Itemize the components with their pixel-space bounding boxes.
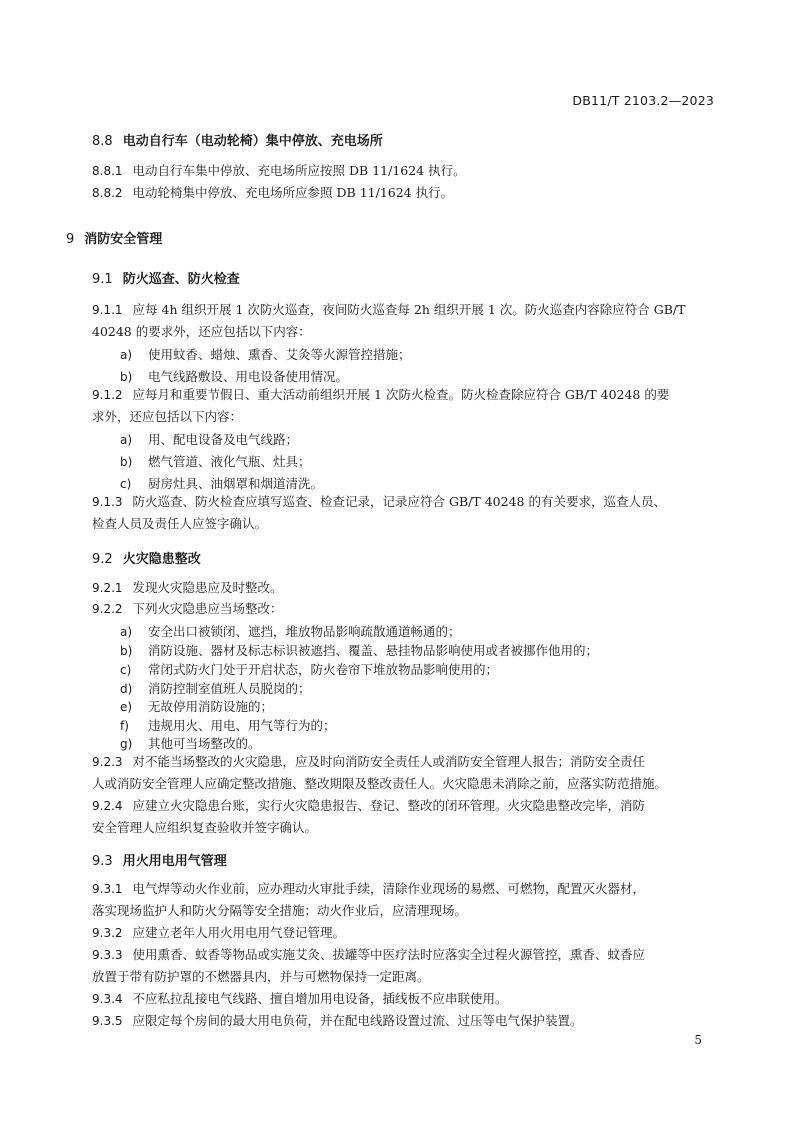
list-marker: e)	[120, 700, 133, 714]
clause-line	[92, 878, 722, 900]
clause-number: 9.2.1	[92, 581, 123, 595]
list-marker: f)	[120, 719, 129, 733]
clause-number: 9.3.3	[92, 948, 123, 962]
clause-line	[92, 751, 722, 773]
clause-text: 发现火灾隐患应及时整改。	[132, 580, 283, 595]
clause-8-8-1	[92, 160, 722, 182]
list-marker: a)	[120, 433, 133, 447]
clause-9-3-2	[92, 922, 722, 944]
clause-9-2-1	[92, 577, 722, 599]
list-item	[120, 734, 261, 752]
list-item	[120, 641, 598, 659]
clause-text: 应每月和重要节假日、重大活动前组织开展 1 次防火检查。防火检查除应符合 GB/T 40248 的要	[132, 387, 670, 402]
list-text: 厨房灶具、油烟罩和烟道清洗。	[148, 476, 324, 491]
heading-number: 9.2	[92, 552, 113, 567]
list-text: 用、配电设备及电气线路；	[148, 432, 299, 447]
heading-number: 9	[66, 232, 75, 247]
clause-8-8-2	[92, 182, 722, 204]
heading-9-3	[92, 850, 227, 869]
clause-9-3-3	[92, 944, 722, 988]
clause-9-3-1	[92, 878, 722, 922]
clause-line: 放置于带有防护罩的不燃器具内，并与可燃物保持一定距离。	[92, 969, 430, 984]
clause-line	[92, 795, 722, 817]
clause-text: 电动自行车集中停放、充电场所应按照 DB 11/1624 执行。	[132, 163, 466, 178]
heading-number: 9.3	[92, 854, 113, 869]
clause-text: 使用熏香、蚊香等物品或实施艾灸、拔罐等中医疗法时应落实全过程火源管控，熏香、蚊香应	[132, 947, 646, 962]
clause-number: 9.1.3	[92, 495, 123, 509]
list-item	[120, 622, 461, 640]
clause-number: 9.3.2	[92, 926, 123, 940]
list-marker: g)	[120, 737, 133, 751]
list-item	[120, 697, 273, 715]
list-item	[120, 452, 311, 470]
list-text: 无故停用消防设施的；	[148, 699, 274, 714]
list-item	[120, 716, 336, 734]
list-item	[120, 660, 498, 678]
clause-9-3-4	[92, 988, 722, 1010]
list-marker: c)	[120, 477, 132, 491]
clause-text: 防火巡查、防火检查应填写巡查、检查记录，记录应符合 GB/T 40248 的有关要求，巡查人员、	[132, 494, 666, 509]
clause-number: 8.8.1	[92, 164, 123, 178]
heading-8-8	[92, 130, 383, 149]
clause-number: 9.3.5	[92, 1014, 123, 1028]
clause-line: 落实现场监护人和防火分隔等安全措施；动火作业后，应清理现场。	[92, 903, 468, 918]
clause-9-2-4	[92, 795, 722, 839]
list-text: 燃气管道、液化气瓶、灶具；	[148, 454, 311, 469]
clause-number: 9.3.4	[92, 992, 123, 1006]
list-text: 违规用火、用电、用气等行为的；	[148, 718, 336, 733]
clause-text: 应建立火灾隐患台账，实行火灾隐患报告、登记、整改的闭环管理。火灾隐患整改完毕，消防	[132, 798, 646, 813]
page-number: 5	[694, 1033, 702, 1047]
list-item	[120, 345, 411, 363]
clause-text: 应限定每个房间的最大用电负荷，并在配电线路设置过流、过压等电气保护装置。	[132, 1013, 583, 1028]
list-item	[120, 367, 348, 385]
heading-title: 火灾隐患整改	[122, 552, 201, 567]
list-text: 其他可当场整改的。	[148, 736, 261, 751]
list-text: 常闭式防火门处于开启状态，防火卷帘下堆放物品影响使用的；	[148, 662, 499, 677]
list-marker: a)	[120, 348, 133, 362]
clause-text: 电气焊等动火作业前，应办理动火审批手续，清除作业现场的易燃、可燃物，配置灭火器材，	[132, 881, 646, 896]
list-marker: c)	[120, 663, 132, 677]
clause-line: 安全管理人应组织复查验收并签字确认。	[92, 820, 318, 835]
clause-text: 对不能当场整改的火灾隐患，应及时向消防安全责任人或消防安全管理人报告；消防安全责任	[132, 754, 646, 769]
clause-line: 求外，还应包括以下内容：	[92, 409, 243, 424]
list-text: 消防设施、器材及标志标识被遮挡、覆盖、悬挂物品影响使用或者被挪作他用的；	[148, 643, 599, 658]
heading-number: 8.8	[92, 134, 113, 149]
heading-title: 电动自行车（电动轮椅）集中停放、充电场所	[122, 134, 383, 149]
clause-number: 9.1.1	[92, 303, 123, 317]
clause-line: 检查人员及责任人应签字确认。	[92, 516, 268, 531]
clause-text: 不应私拉乱接电气线路、擅自增加用电设备，插线板不应串联使用。	[132, 991, 508, 1006]
clause-text: 应每 4h 组织开展 1 次防火巡查，夜间防火巡查每 2h 组织开展 1 次。防火巡查内容除应符合 GB/T	[132, 302, 686, 317]
clause-line: 人或消防安全管理人应确定整改措施、整改期限及整改责任人。火灾隐患未消除之前，应落实防范措施。	[92, 776, 668, 791]
list-text: 消防控制室值班人员脱岗的；	[148, 681, 311, 696]
clause-line: 40248 的要求外，还应包括以下内容：	[92, 324, 311, 339]
list-marker: d)	[120, 682, 133, 696]
clause-text: 下列火灾隐患应当场整改：	[132, 601, 283, 616]
heading-title: 消防安全管理	[84, 232, 163, 247]
list-item	[120, 679, 311, 697]
heading-number: 9.1	[92, 272, 113, 287]
heading-9-1	[92, 268, 240, 287]
clause-9-1-1	[92, 299, 722, 343]
heading-9	[66, 228, 162, 247]
clause-number: 8.8.2	[92, 186, 123, 200]
clause-9-3-5	[92, 1010, 722, 1032]
heading-title: 用火用电用气管理	[122, 854, 227, 869]
clause-9-2-3	[92, 751, 722, 795]
clause-line	[92, 384, 722, 406]
clause-9-1-3	[92, 491, 722, 535]
clause-9-1-2	[92, 384, 722, 428]
clause-line	[92, 491, 722, 513]
list-marker: b)	[120, 455, 133, 469]
clause-number: 9.3.1	[92, 882, 123, 896]
list-text: 使用蚊香、蜡烛、熏香、艾灸等火源管控措施；	[148, 347, 411, 362]
list-text: 安全出口被锁闭、遮挡，堆放物品影响疏散通道畅通的；	[148, 624, 461, 639]
clause-number: 9.2.2	[92, 602, 123, 616]
clause-number: 9.1.2	[92, 388, 123, 402]
clause-text: 电动轮椅集中停放、充电场所应参照 DB 11/1624 执行。	[132, 185, 454, 200]
list-marker: b)	[120, 370, 133, 384]
list-text: 电气线路敷设、用电设备使用情况。	[148, 369, 349, 384]
clause-line	[92, 944, 722, 966]
heading-title: 防火巡查、防火检查	[122, 272, 240, 287]
clause-line	[92, 299, 722, 321]
clause-number: 9.2.3	[92, 755, 123, 769]
list-marker: b)	[120, 644, 133, 658]
clause-number: 9.2.4	[92, 799, 123, 813]
list-marker: a)	[120, 625, 133, 639]
document-id-header: DB11/T 2103.2—2023	[572, 93, 714, 108]
clause-9-2-2	[92, 598, 722, 620]
heading-9-2	[92, 548, 201, 567]
list-item	[120, 474, 323, 492]
list-item	[120, 430, 298, 448]
clause-text: 应建立老年人用火用电用气登记管理。	[132, 925, 346, 940]
